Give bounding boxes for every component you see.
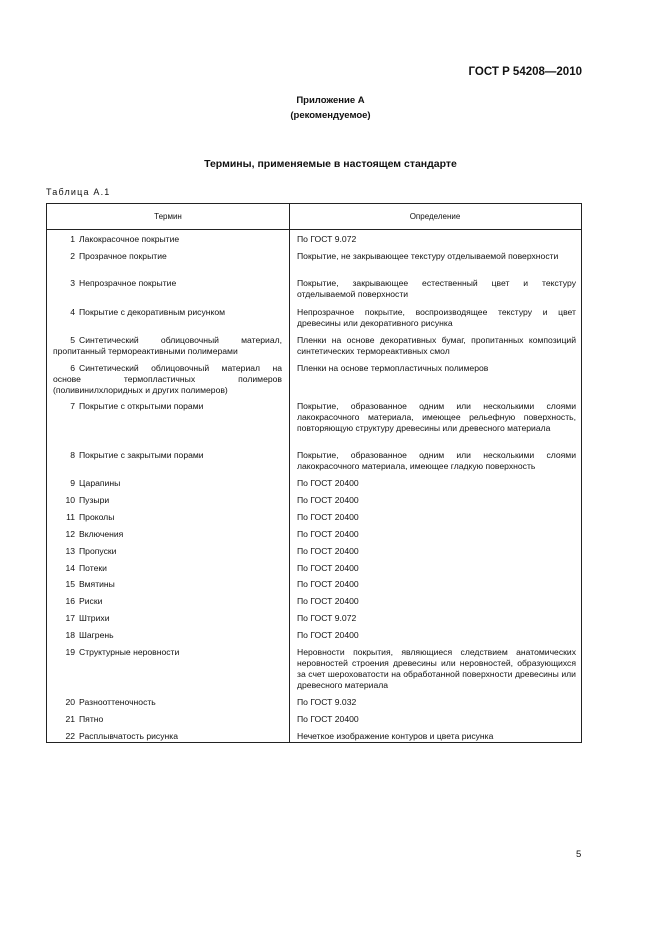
term-number: 15 bbox=[65, 579, 75, 589]
definition-cell: По ГОСТ 9.032 bbox=[297, 697, 357, 707]
term-text: Вмятины bbox=[79, 579, 115, 589]
term-number: 5 bbox=[70, 335, 75, 345]
standard-number: ГОСТ Р 54208—2010 bbox=[468, 66, 582, 78]
appendix-title: Приложение А bbox=[296, 95, 365, 106]
term-number: 1 bbox=[70, 234, 75, 244]
term-cell bbox=[53, 478, 282, 489]
appendix-subtitle: (рекомендуемое) bbox=[290, 110, 371, 121]
term-text: Расплывчатость рисунка bbox=[79, 731, 178, 741]
definition-cell: По ГОСТ 9.072 bbox=[297, 234, 357, 244]
term-cell bbox=[53, 495, 282, 506]
term-text: Царапины bbox=[79, 478, 121, 488]
definition-cell: Пленки на основе термопластичных полимеров bbox=[297, 363, 489, 373]
definition-cell: По ГОСТ 20400 bbox=[297, 563, 359, 573]
table-caption: Таблица А.1 bbox=[46, 187, 111, 197]
term-text: Непрозрачное покрытие bbox=[79, 278, 177, 288]
term-text: Прозрачное покрытие bbox=[79, 251, 167, 261]
term-text: Покрытие с открытыми порами bbox=[79, 401, 204, 411]
term-number: 17 bbox=[65, 613, 75, 623]
definition-cell: Покрытие, образованное одним или несколькими слоями лакокрасочного материала, имеющее гладкую поверхность bbox=[297, 450, 576, 471]
definition-cell: Покрытие, не закрывающее текстуру отделываемой поверхности bbox=[297, 251, 559, 261]
term-number: 9 bbox=[70, 478, 75, 488]
term-cell bbox=[53, 251, 282, 262]
term-number: 21 bbox=[65, 714, 75, 724]
term-text: Пропуски bbox=[79, 546, 117, 556]
term-cell bbox=[53, 529, 282, 540]
definition-cell: Нечеткое изображение контуров и цвета рисунка bbox=[297, 731, 494, 741]
column-divider bbox=[289, 203, 290, 742]
term-text: Покрытие с закрытыми порами bbox=[79, 450, 204, 460]
term-number: 13 bbox=[65, 546, 75, 556]
term-number: 16 bbox=[65, 596, 75, 606]
term-cell bbox=[53, 401, 282, 412]
term-text: Синтетический облицовочный материал, пропитанный термореактивными полимерами bbox=[53, 335, 282, 356]
term-text: Пятно bbox=[79, 714, 104, 724]
term-cell bbox=[53, 731, 282, 742]
term-number: 6 bbox=[70, 363, 75, 373]
definition-cell: Покрытие, образованное одним или несколькими слоями лакокрасочного материала, имеющее рельефную поверхность, повторяющую структуру древесины или древесного материала bbox=[297, 401, 576, 433]
page-number: 5 bbox=[576, 849, 582, 860]
terms-table bbox=[46, 203, 582, 743]
term-cell bbox=[53, 714, 282, 725]
term-cell bbox=[53, 579, 282, 590]
definition-cell: По ГОСТ 20400 bbox=[297, 579, 359, 589]
definition-cell: Непрозрачное покрытие, воспроизводящее текстуру и цвет древесины или декоративного рисунка bbox=[297, 307, 576, 328]
term-cell bbox=[53, 278, 282, 289]
term-text: Покрытие с декоративным рисунком bbox=[79, 307, 226, 317]
term-cell bbox=[53, 512, 282, 523]
term-text: Синтетический облицовочный материал на основе термопластичных полимеров (поливинилхлоридных и других полимеров) bbox=[53, 363, 282, 395]
term-number: 14 bbox=[65, 563, 75, 573]
term-cell bbox=[53, 596, 282, 607]
term-number: 7 bbox=[70, 401, 75, 411]
term-number: 22 bbox=[65, 731, 75, 741]
term-cell bbox=[53, 697, 282, 708]
term-number: 10 bbox=[65, 495, 75, 505]
table-header bbox=[47, 203, 581, 230]
definition-cell: Неровности покрытия, являющиеся следствием анатомических неровностей строения древесины или неровностей, образующихся за счет шероховатости на обработанной поверхности древесины или древесного материала bbox=[297, 647, 576, 690]
term-cell bbox=[53, 363, 282, 396]
term-text: Штрихи bbox=[79, 613, 110, 623]
term-text: Структурные неровности bbox=[79, 647, 180, 657]
term-text: Проколы bbox=[79, 512, 115, 522]
term-cell bbox=[53, 450, 282, 461]
term-cell bbox=[53, 613, 282, 624]
definition-cell: Пленки на основе декоративных бумаг, пропитанных композиций синтетических термореактивных смол bbox=[297, 335, 576, 356]
term-cell bbox=[53, 234, 282, 245]
appendix-heading bbox=[0, 93, 661, 123]
term-text: Пузыри bbox=[79, 495, 110, 505]
definition-cell: По ГОСТ 20400 bbox=[297, 714, 359, 724]
term-number: 18 bbox=[65, 630, 75, 640]
definition-cell: По ГОСТ 20400 bbox=[297, 596, 359, 606]
term-number: 12 bbox=[65, 529, 75, 539]
section-title: Термины, применяемые в настоящем стандарте bbox=[204, 158, 457, 170]
term-text: Разнооттеночность bbox=[79, 697, 156, 707]
term-text: Потеки bbox=[79, 563, 107, 573]
term-cell bbox=[53, 307, 282, 318]
definition-cell: Покрытие, закрывающее естественный цвет и текстуру отделываемой поверхности bbox=[297, 278, 576, 299]
definition-cell: По ГОСТ 20400 bbox=[297, 478, 359, 488]
definition-cell: По ГОСТ 20400 bbox=[297, 630, 359, 640]
term-text: Шагрень bbox=[79, 630, 114, 640]
term-number: 4 bbox=[70, 307, 75, 317]
term-cell bbox=[53, 335, 282, 357]
term-cell bbox=[53, 563, 282, 574]
term-number: 2 bbox=[70, 251, 75, 261]
term-number: 3 bbox=[70, 278, 75, 288]
column-header-term: Термин bbox=[154, 212, 182, 221]
term-cell bbox=[53, 630, 282, 641]
definition-cell: По ГОСТ 9.072 bbox=[297, 613, 357, 623]
term-cell bbox=[53, 546, 282, 557]
term-text: Риски bbox=[79, 596, 103, 606]
term-number: 20 bbox=[65, 697, 75, 707]
term-text: Лакокрасочное покрытие bbox=[79, 234, 180, 244]
definition-cell: По ГОСТ 20400 bbox=[297, 495, 359, 505]
definition-cell: По ГОСТ 20400 bbox=[297, 512, 359, 522]
column-header-definition: Определение bbox=[409, 212, 461, 221]
term-text: Включения bbox=[79, 529, 124, 539]
definition-cell: По ГОСТ 20400 bbox=[297, 546, 359, 556]
term-cell bbox=[53, 647, 282, 658]
term-number: 19 bbox=[65, 647, 75, 657]
definition-cell: По ГОСТ 20400 bbox=[297, 529, 359, 539]
term-number: 8 bbox=[70, 450, 75, 460]
term-number: 11 bbox=[66, 512, 75, 522]
